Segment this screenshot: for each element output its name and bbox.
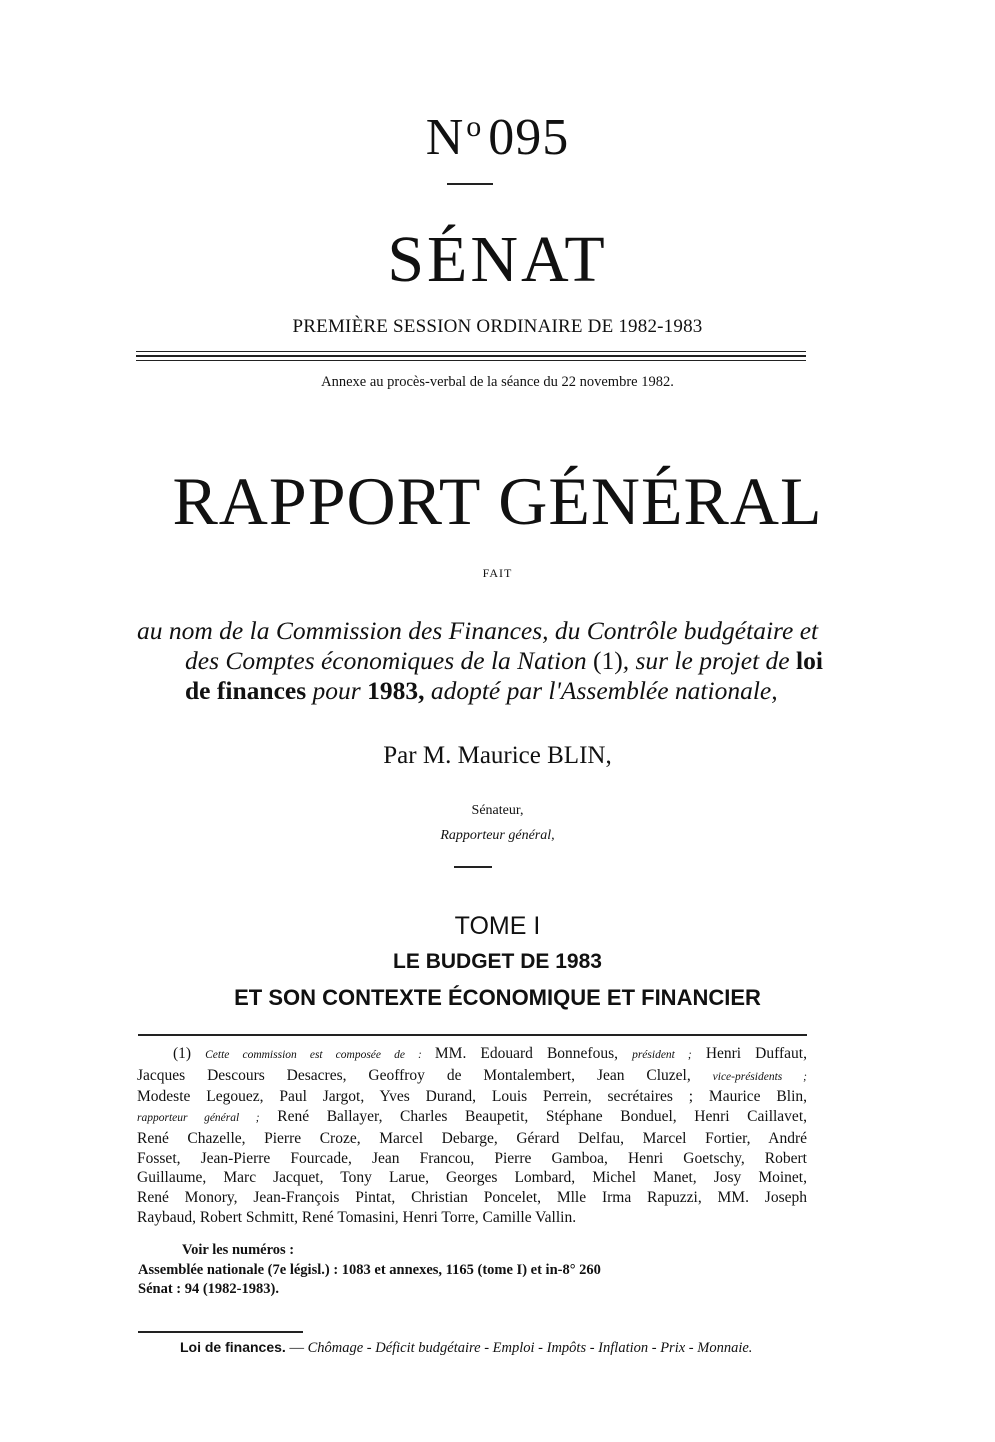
footnote-number: (1) [173, 1045, 206, 1062]
rule-thin-top [136, 351, 806, 352]
commission-line-1: au nom de la Commission des Finances, du Contrôle budgétaire et [137, 616, 819, 645]
footnote-text: Jacques Descours Desacres, Geoffroy de Montalembert, Jean Cluzel, [137, 1066, 713, 1084]
footnote-line: René Monory, Jean-François Pintat, Christian Poncelet, Mlle Irma Rapuzzi, MM. Joseph [137, 1188, 807, 1206]
number-value: 095 [488, 109, 570, 166]
fait-label: FAIT [482, 566, 513, 580]
keywords-dash: — [285, 1340, 308, 1356]
institution-title: SÉNAT [387, 223, 608, 296]
commission-paragraph [137, 616, 827, 706]
footnote-text: MM. Edouard Bonnefous, [434, 1045, 633, 1062]
keywords-label: Loi de finances. [180, 1339, 286, 1355]
author-role: Rapporteur général, [440, 828, 555, 843]
footnote-line: Fosset, Jean-Pierre Fourcade, Jean Francou, Pierre Gamboa, Henri Goetschy, Robert [137, 1149, 807, 1167]
footnote-ref: (1) [592, 646, 623, 675]
document-number [0, 108, 995, 167]
footnote [137, 1044, 807, 1227]
tome-subtitle-2: ET SON CONTEXTE ÉCONOMIQUE ET FINANCIER [234, 985, 761, 1010]
commission-text: des Comptes économiques de la Nation [185, 646, 593, 675]
tome-label: TOME I [454, 912, 541, 940]
tome-subtitle-1: LE BUDGET DE 1983 [393, 950, 602, 973]
footnote-text: Henri Duffaut, [691, 1045, 807, 1062]
commission-text: adopté par l'Assemblée nationale, [424, 676, 778, 705]
keywords-line [180, 1339, 752, 1357]
footnote-role: rapporteur général ; [137, 1112, 260, 1125]
references-heading: Voir les numéros : [182, 1242, 295, 1258]
footnote-rule [138, 1034, 807, 1036]
footnote-line: René Chazelle, Pierre Croze, Marcel Debarge, Gérard Delfau, Marcel Fortier, André [137, 1129, 807, 1147]
footnote-line [137, 1044, 807, 1066]
number-superscript: o [466, 110, 483, 143]
commission-text: pour [312, 676, 368, 705]
author-title: Sénateur, [471, 803, 524, 818]
footnote-line: Modeste Legouez, Paul Jargot, Yves Durand, Louis Perrein, secrétaires ; Maurice Blin, [137, 1088, 807, 1106]
keywords-rule [138, 1331, 303, 1333]
divider-dash [447, 183, 493, 185]
rule-thick-middle [136, 355, 806, 357]
footnote-intro: Cette commission est composée de : [205, 1049, 435, 1061]
references-assemblee: Assemblée nationale (7e législ.) : 1083 et annexes, 1165 (tome I) et in-8° 260 [138, 1262, 601, 1278]
footnote-line [137, 1066, 807, 1088]
commission-bold: de finances [185, 676, 313, 705]
footnote-line: Raybaud, Robert Schmitt, René Tomasini, Henri Torre, Camille Vallin. [137, 1208, 577, 1226]
session-line: PREMIÈRE SESSION ORDINAIRE DE 1982-1983 [292, 316, 703, 337]
number-prefix: N [425, 109, 465, 166]
commission-text: , sur le projet de [622, 646, 796, 675]
footnote-role: président ; [632, 1049, 692, 1061]
annexe-line: Annexe au procès-verbal de la séance du 22 novembre 1982. [321, 374, 674, 390]
footnote-line [137, 1107, 807, 1129]
footnote-line: Guillaume, Marc Jacquet, Tony Larue, Georges Lombard, Michel Manet, Josy Moinet, [137, 1169, 807, 1187]
footnote-text: René Ballayer, Charles Beaupetit, Stéphane Bonduel, Henri Caillavet, [259, 1108, 807, 1126]
keywords-list: Chômage - Déficit budgétaire - Emploi - Impôts - Inflation - Prix - Monnaie. [307, 1340, 753, 1356]
commission-line-2 [137, 646, 827, 676]
commission-bold: loi [795, 646, 823, 675]
references-senat: Sénat : 94 (1982-1983). [138, 1281, 279, 1297]
commission-year: 1983, [367, 676, 425, 705]
footnote-role: vice-présidents ; [712, 1070, 807, 1083]
report-title: RAPPORT GÉNÉRAL [172, 463, 823, 539]
rule-thin-bottom [136, 360, 806, 361]
divider-dash [454, 866, 492, 868]
commission-line-3 [137, 676, 827, 706]
author-line: Par M. Maurice BLIN, [383, 742, 612, 769]
